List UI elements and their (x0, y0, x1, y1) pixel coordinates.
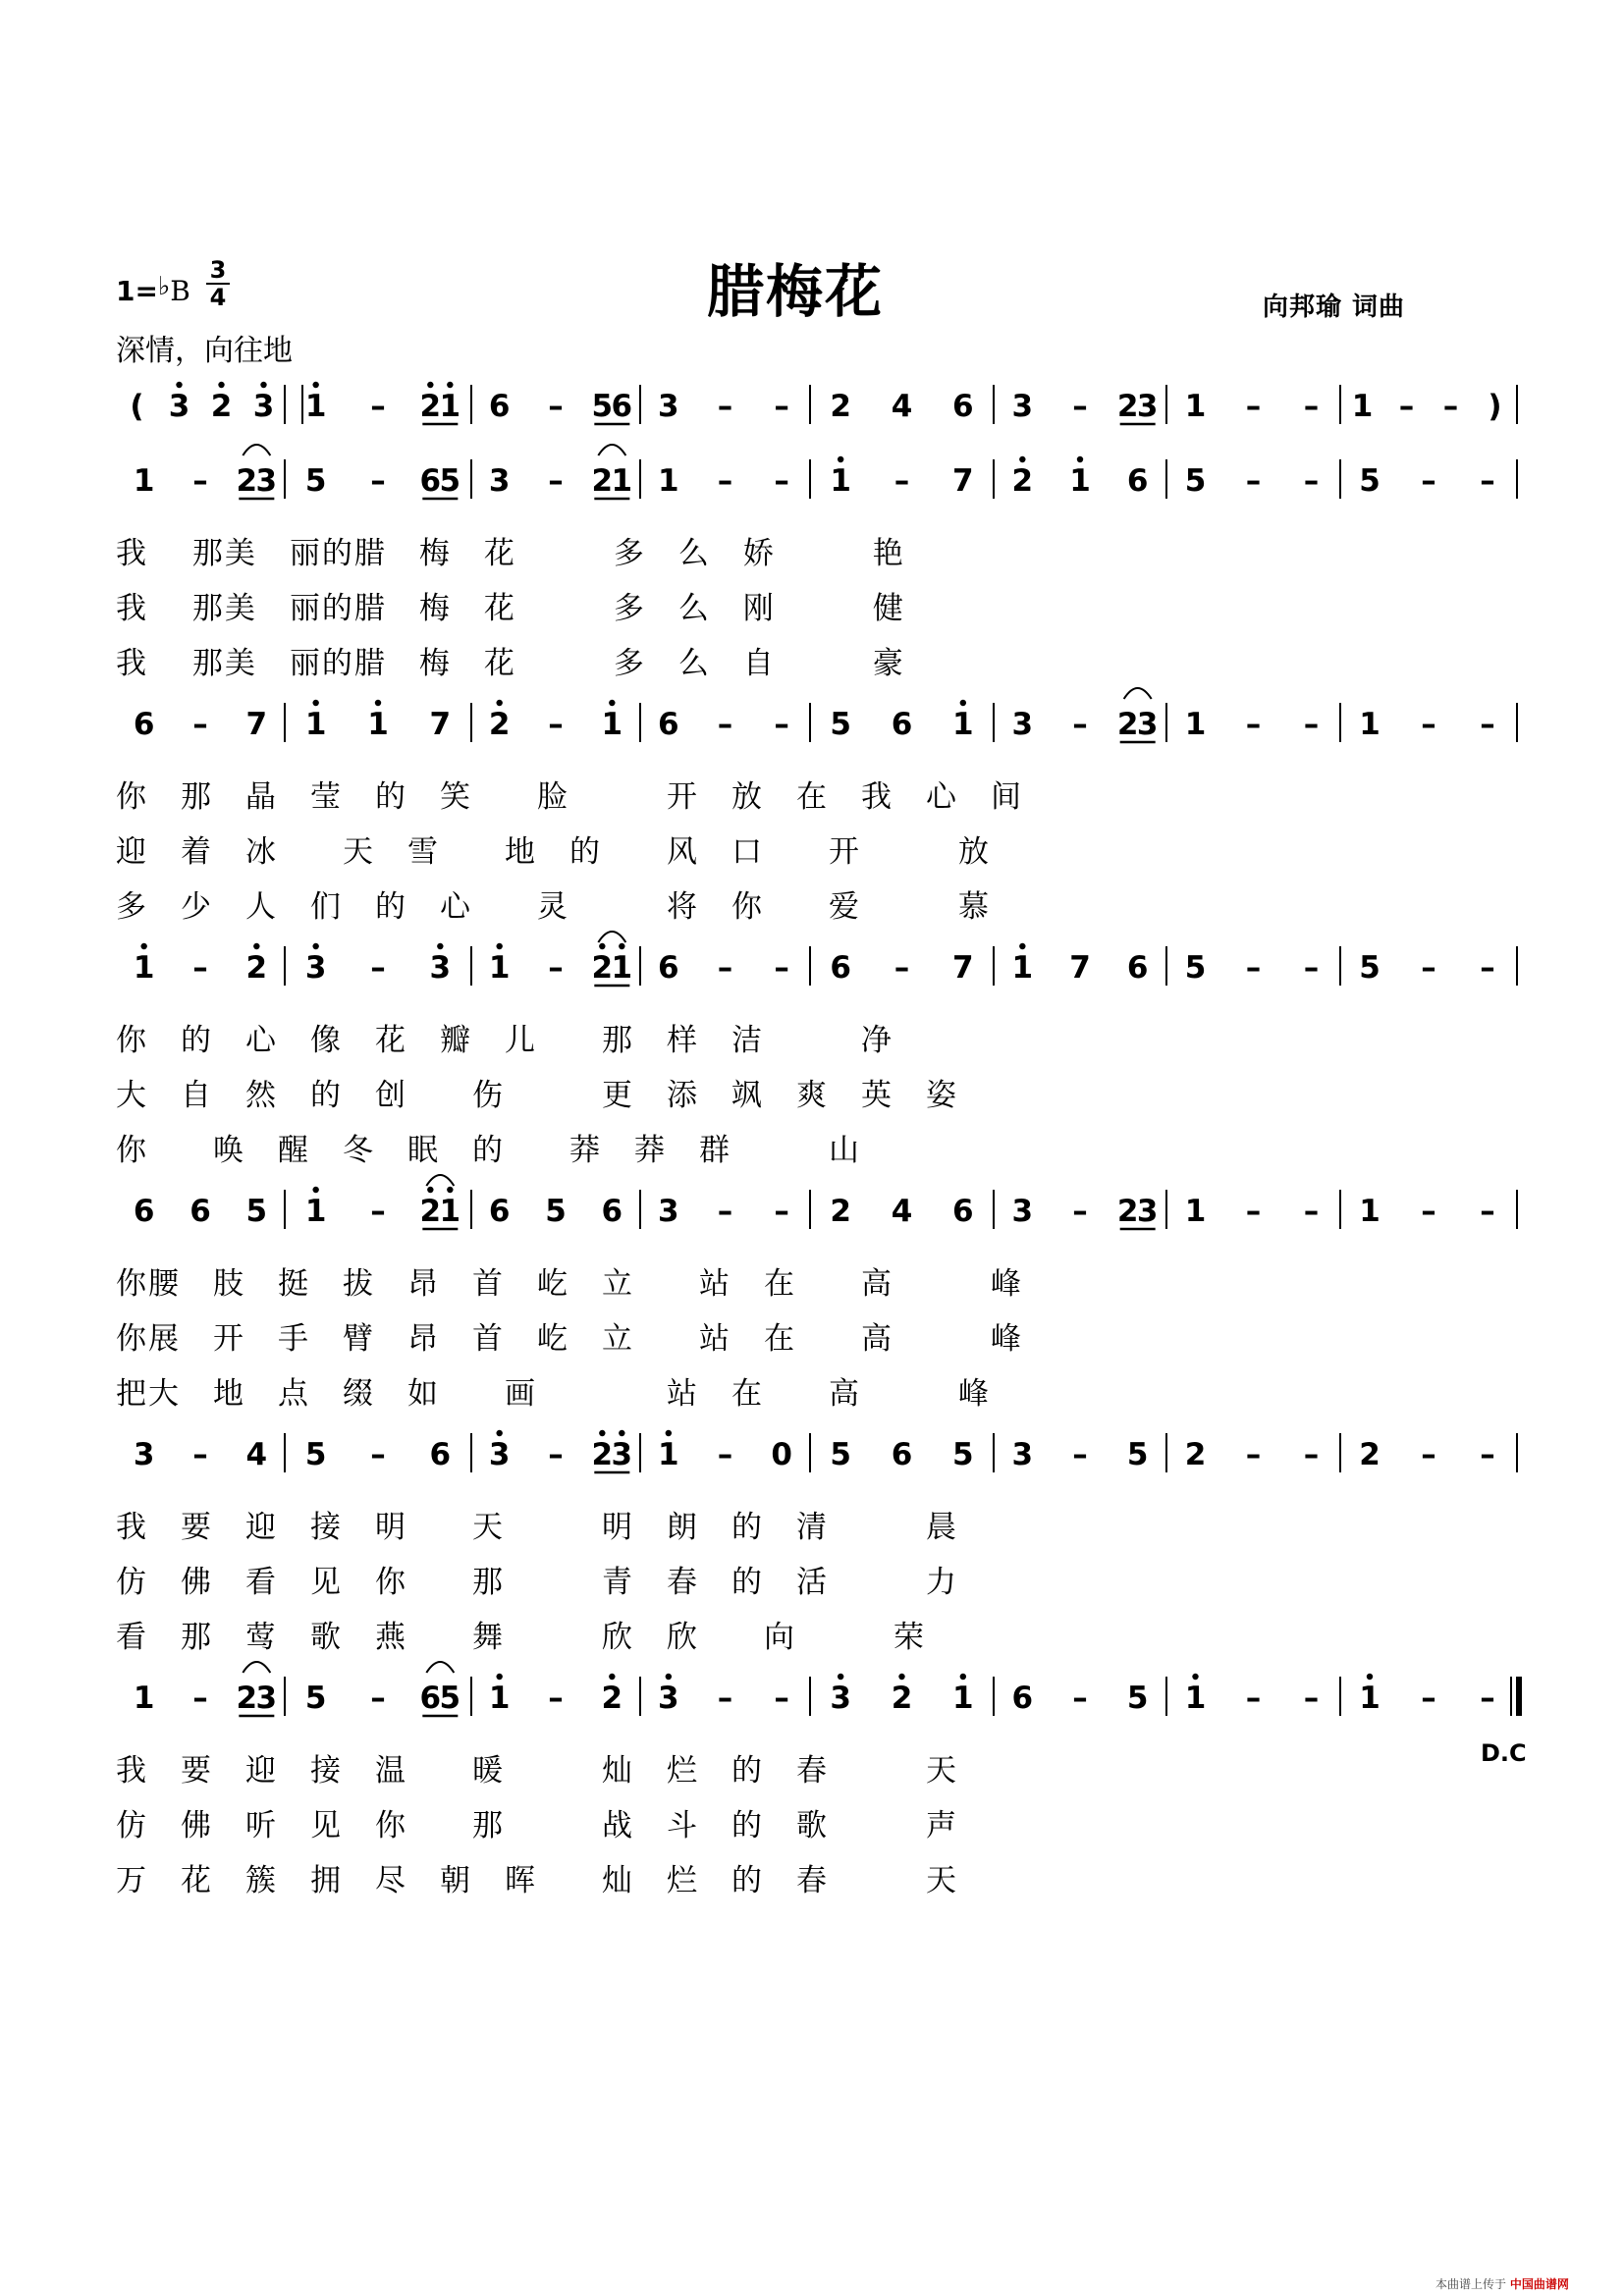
note: – (774, 463, 789, 499)
note: 3 (830, 1681, 851, 1716)
note: 2 (419, 389, 442, 424)
octave-dot (1367, 1674, 1373, 1680)
note: 1 (611, 950, 633, 986)
note: 5 (245, 1194, 268, 1229)
note: 7 (952, 463, 974, 499)
note: 6 (891, 707, 913, 742)
site-name: 中国曲谱网 (1509, 2277, 1569, 2291)
note: 5 (1359, 950, 1380, 986)
octave-dot (1019, 943, 1025, 949)
note: – (548, 1437, 564, 1472)
note: – (548, 389, 564, 424)
note: – (893, 950, 910, 986)
note: – (1421, 463, 1436, 499)
note: – (370, 1437, 386, 1472)
note: 3 (133, 1437, 155, 1472)
note: 1 (1184, 707, 1207, 742)
note: 1 (133, 1681, 155, 1716)
note: 5 (591, 389, 614, 424)
note: 1 (1069, 463, 1091, 499)
note: – (717, 1681, 733, 1716)
note: – (774, 389, 789, 424)
note: 1 (611, 463, 633, 499)
note: – (1480, 1194, 1495, 1229)
note: – (1480, 1681, 1495, 1716)
note: 1 (488, 1681, 511, 1716)
octave-dot (312, 382, 318, 388)
octave-dot (960, 1674, 966, 1680)
slur (243, 445, 270, 455)
octave-dot (1192, 1674, 1198, 1680)
octave-dot (609, 1674, 615, 1680)
lyric-line: 看 那 莺 歌 燕 舞 欣 欣 向 荣 (116, 1620, 926, 1655)
note: – (548, 463, 564, 499)
note: 5 (830, 707, 851, 742)
lyric-line: 我 要 迎 接 明 天 明 朗 的 清 晨 (116, 1510, 958, 1545)
da-capo-marking: D.C (1481, 1739, 1527, 1767)
octave-dot (496, 1430, 502, 1436)
slur (426, 1175, 454, 1186)
note: 7 (1069, 950, 1091, 986)
note: 6 (419, 1681, 442, 1716)
note: 1 (952, 707, 974, 742)
octave-dot (599, 1430, 605, 1436)
note: 1 (1359, 1194, 1380, 1229)
note: 6 (952, 1194, 974, 1229)
note: 5 (830, 1437, 851, 1472)
octave-dot (427, 1187, 433, 1193)
lyric-line: 把大 地 点 缀 如 画 站 在 高 峰 (116, 1376, 991, 1412)
note: – (1245, 950, 1262, 986)
note: 5 (439, 1681, 461, 1716)
note: 2 (1011, 463, 1034, 499)
note: – (1421, 1437, 1436, 1472)
note: 2 (591, 950, 614, 986)
song-title: 腊梅花 (706, 258, 884, 325)
octave-dot (496, 943, 502, 949)
note: 5 (1126, 1437, 1149, 1472)
note: 1 (133, 950, 155, 986)
octave-dot (1077, 456, 1083, 462)
note: 3 (1136, 707, 1159, 742)
note: – (774, 707, 789, 742)
note: 3 (255, 1681, 278, 1716)
note: 6 (1126, 950, 1149, 986)
note: – (370, 389, 386, 424)
octave-dot (619, 943, 624, 949)
octave-dot (176, 382, 182, 388)
note: – (1303, 389, 1320, 424)
note: 3 (1011, 1437, 1034, 1472)
note: 5 (1359, 463, 1380, 499)
note: 0 (771, 1437, 792, 1472)
note: – (1480, 950, 1495, 986)
lyric-line: 你展 开 手 臂 昂 首 屹 立 站 在 高 峰 (116, 1321, 1023, 1357)
octave-dot (253, 943, 259, 949)
note: 3 (1011, 389, 1034, 424)
note: 1 (133, 463, 155, 499)
note: – (774, 950, 789, 986)
note: 7 (952, 950, 974, 986)
note: 1 (658, 1437, 679, 1472)
note: 1 (1359, 707, 1380, 742)
note: 1 (1359, 1681, 1380, 1716)
note: – (717, 463, 733, 499)
time-signature-bottom: 4 (206, 283, 230, 310)
octave-dot (447, 382, 453, 388)
note: – (717, 950, 733, 986)
note: 2 (419, 1194, 442, 1229)
octave-dot (838, 456, 843, 462)
octave-dot (312, 943, 318, 949)
note: 3 (658, 389, 679, 424)
note: 1 (367, 707, 389, 742)
note: – (370, 1194, 386, 1229)
note: ( (130, 389, 144, 424)
note: – (1398, 389, 1415, 424)
note: – (1303, 707, 1320, 742)
octave-dot (260, 382, 266, 388)
note: 1 (304, 707, 327, 742)
octave-dot (838, 1674, 843, 1680)
slur (1124, 688, 1152, 699)
octave-dot (140, 943, 146, 949)
note: 1 (1184, 1681, 1207, 1716)
lyric-line: 我 要 迎 接 温 暖 灿 烂 的 春 天 (116, 1753, 958, 1789)
note: 4 (891, 1194, 913, 1229)
note: 5 (304, 1681, 327, 1716)
note: 3 (488, 1437, 511, 1472)
note: 2 (591, 463, 614, 499)
note: – (1072, 707, 1088, 742)
note: 2 (210, 389, 233, 424)
note: – (192, 707, 208, 742)
octave-dot (599, 943, 605, 949)
note: – (1072, 1437, 1088, 1472)
note: 1 (304, 1194, 327, 1229)
flat-sign: ♭ (157, 272, 171, 301)
site-footer (1435, 2275, 1569, 2292)
note: 2 (830, 389, 851, 424)
note: – (192, 463, 208, 499)
note: – (1245, 1437, 1262, 1472)
note: – (1072, 1194, 1088, 1229)
note: – (370, 950, 386, 986)
note: 6 (133, 1194, 155, 1229)
note: 2 (1184, 1437, 1207, 1472)
note: 5 (545, 1194, 567, 1229)
note: 2 (1116, 707, 1139, 742)
tempo-marking: 深情，向往地 (116, 334, 293, 368)
note: – (370, 1681, 386, 1716)
slur (598, 445, 625, 455)
lyric-line: 你 的 心 像 花 瓣 儿 那 样 洁 净 (116, 1023, 893, 1058)
note: 4 (245, 1437, 268, 1472)
note: – (1245, 1681, 1262, 1716)
octave-dot (619, 1430, 624, 1436)
lyric-line: 迎 着 冰 天 雪 地 的 风 口 开 放 (116, 834, 991, 870)
note: 1 (439, 389, 461, 424)
note: 1 (488, 950, 511, 986)
note: 3 (429, 950, 452, 986)
octave-dot (496, 1674, 502, 1680)
octave-dot (666, 1674, 672, 1680)
octave-dot (375, 700, 381, 706)
octave-dot (1019, 456, 1025, 462)
note: – (717, 1437, 733, 1472)
note: 5 (952, 1437, 974, 1472)
note: – (1442, 389, 1459, 424)
lyric-line: 我 那美 丽的腊 梅 花 多 么 刚 健 (116, 591, 905, 626)
note: – (548, 1681, 564, 1716)
note: – (1303, 950, 1320, 986)
time-signature-top: 3 (209, 256, 227, 284)
octave-dot (898, 1674, 904, 1680)
note: – (192, 1681, 208, 1716)
note: 3 (1136, 389, 1159, 424)
note: – (1421, 707, 1436, 742)
note: 1 (1011, 950, 1034, 986)
note: – (548, 707, 564, 742)
note: 6 (189, 1194, 211, 1229)
note: 6 (658, 707, 679, 742)
note: – (1421, 950, 1436, 986)
note: – (1303, 463, 1320, 499)
note: – (717, 707, 733, 742)
note: 1 (439, 1194, 461, 1229)
octave-dot (218, 382, 224, 388)
slur (243, 1662, 270, 1673)
note: 1 (830, 463, 851, 499)
slur (426, 1662, 454, 1673)
lyric-line: 你 那 晶 莹 的 笑 脸 开 放 在 我 心 间 (116, 779, 1023, 815)
octave-dot (437, 943, 443, 949)
note: 2 (1359, 1437, 1380, 1472)
note: – (717, 1194, 733, 1229)
key-prefix: 1= (116, 275, 158, 307)
note: – (192, 1437, 208, 1472)
key-note: B (170, 275, 190, 307)
note: 6 (601, 1194, 623, 1229)
slur (598, 932, 625, 942)
note: – (1303, 1437, 1320, 1472)
note: 6 (419, 463, 442, 499)
octave-dot (447, 1187, 453, 1193)
octave-dot (666, 1430, 672, 1436)
lyric-line: 大 自 然 的 创 伤 更 添 飒 爽 英 姿 (116, 1078, 958, 1113)
note: 1 (304, 389, 327, 424)
note: – (774, 1194, 789, 1229)
note: – (1480, 707, 1495, 742)
note: 3 (611, 1437, 633, 1472)
note: – (192, 950, 208, 986)
lyric-line: 你 唤 醒 冬 眠 的 莽 莽 群 山 (116, 1133, 861, 1168)
note: 6 (488, 1194, 511, 1229)
note: – (1421, 1681, 1436, 1716)
note: 2 (830, 1194, 851, 1229)
note: – (1480, 1437, 1495, 1472)
note: 2 (591, 1437, 614, 1472)
note: 5 (1184, 950, 1207, 986)
note: 3 (252, 389, 275, 424)
note: 7 (429, 707, 452, 742)
note: 6 (830, 950, 851, 986)
note: 1 (1184, 389, 1207, 424)
lyric-line: 万 花 簇 拥 尽 朝 晖 灿 烂 的 春 天 (116, 1863, 958, 1898)
octave-dot (312, 700, 318, 706)
note: – (1245, 1194, 1262, 1229)
note: 3 (255, 463, 278, 499)
note: – (1072, 1681, 1088, 1716)
note: – (1245, 389, 1262, 424)
note: – (1303, 1194, 1320, 1229)
note: 3 (658, 1681, 679, 1716)
note: – (548, 950, 564, 986)
note: – (1421, 1194, 1436, 1229)
note: 6 (658, 950, 679, 986)
note: 3 (304, 950, 327, 986)
footer-text: 本曲谱上传于 (1435, 2277, 1507, 2291)
note: 5 (1184, 463, 1207, 499)
lyric-line: 仿 佛 看 见 你 那 青 春 的 活 力 (116, 1565, 958, 1600)
note: – (717, 389, 733, 424)
note: 6 (891, 1437, 913, 1472)
octave-dot (427, 382, 433, 388)
note: 6 (133, 707, 155, 742)
note: 6 (611, 389, 633, 424)
octave-dot (496, 700, 502, 706)
note: – (1303, 1681, 1320, 1716)
note: 6 (1011, 1681, 1034, 1716)
note: 2 (488, 707, 511, 742)
note: 6 (952, 389, 974, 424)
note: 1 (601, 707, 623, 742)
note: 3 (1011, 707, 1034, 742)
note: – (1245, 707, 1262, 742)
composer-credit: 向邦瑜 词曲 (1263, 293, 1406, 322)
note: 1 (658, 463, 679, 499)
note: – (1072, 389, 1088, 424)
note: 1 (1351, 389, 1374, 424)
note: 6 (1126, 463, 1149, 499)
note: 5 (304, 463, 327, 499)
note: – (1245, 463, 1262, 499)
lyric-line: 我 那美 丽的腊 梅 花 多 么 自 豪 (116, 646, 905, 681)
note: – (1480, 463, 1495, 499)
note: 3 (1011, 1194, 1034, 1229)
note: 2 (236, 1681, 258, 1716)
note: 2 (891, 1681, 913, 1716)
note: 5 (439, 463, 461, 499)
note: 1 (952, 1681, 974, 1716)
note: 1 (1184, 1194, 1207, 1229)
note: 6 (488, 389, 511, 424)
note: 2 (245, 950, 268, 986)
note: 3 (488, 463, 511, 499)
lyric-line: 仿 佛 听 见 你 那 战 斗 的 歌 声 (116, 1808, 958, 1843)
note: 2 (236, 463, 258, 499)
lyric-line: 我 那美 丽的腊 梅 花 多 么 娇 艳 (116, 536, 905, 571)
note: 2 (601, 1681, 623, 1716)
note: 2 (1116, 1194, 1139, 1229)
lyric-line: 你腰 肢 挺 拔 昂 首 屹 立 站 在 高 峰 (116, 1266, 1023, 1302)
octave-dot (312, 1187, 318, 1193)
octave-dot (609, 700, 615, 706)
note: 7 (245, 707, 268, 742)
note: 3 (1136, 1194, 1159, 1229)
note: – (370, 463, 386, 499)
note: 6 (429, 1437, 452, 1472)
note: 5 (304, 1437, 327, 1472)
note: 3 (658, 1194, 679, 1229)
note: 4 (891, 389, 913, 424)
note: – (893, 463, 910, 499)
note: 5 (1126, 1681, 1149, 1716)
note: 2 (1116, 389, 1139, 424)
note: – (774, 1681, 789, 1716)
lyric-line: 多 少 人 们 的 心 灵 将 你 爱 慕 (116, 889, 991, 925)
note: ) (1488, 389, 1502, 424)
note: 3 (168, 389, 190, 424)
octave-dot (960, 700, 966, 706)
